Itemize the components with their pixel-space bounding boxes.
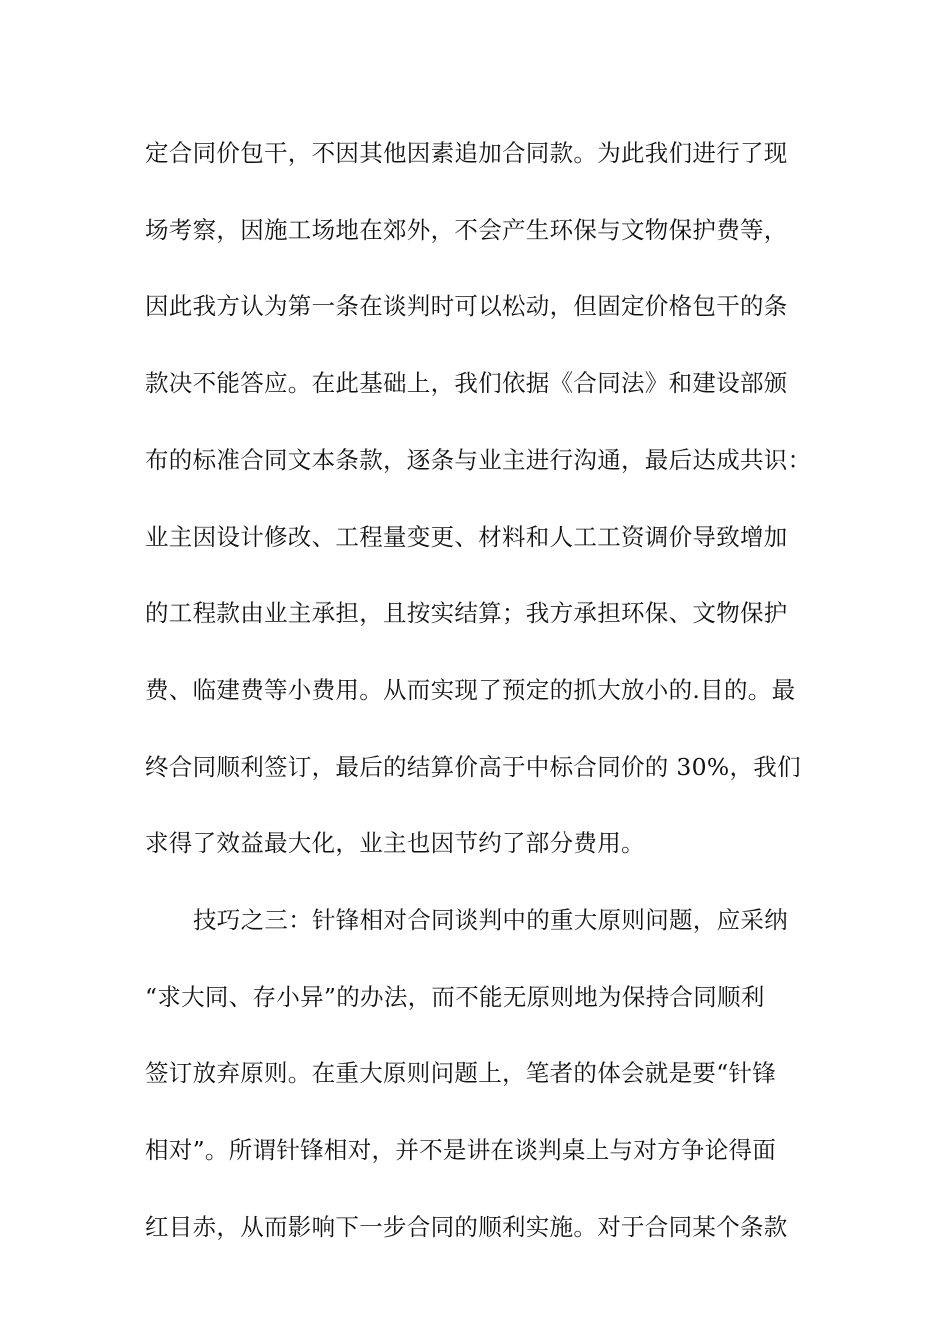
text-line: 定合同价包干，不因其他因素追加合同款。为此我们进行了现 — [145, 139, 788, 167]
text-line: 场考察，因施工场地在郊外，不会产生环保与文物保护费等， — [145, 216, 788, 244]
text-line: 终合同顺利签订，最后的结算价高于中标合同价的 30%，我们 — [145, 753, 801, 781]
text-line: 求得了效益最大化，业主也因节约了部分费用。 — [145, 829, 645, 857]
text-line: 布的标准合同文本条款，逐条与业主进行沟通，最后达成共识： — [145, 446, 812, 474]
text-line: 签订放弃原则。在重大原则问题上，笔者的体会就是要“针锋 — [145, 1059, 777, 1087]
text-line: 费、临建费等小费用。从而实现了预定的抓大放小的.目的。最 — [145, 676, 796, 704]
text-line: 款决不能答应。在此基础上，我们依据《合同法》和建设部颁 — [145, 369, 788, 397]
text-line: 的工程款由业主承担，且按实结算；我方承担环保、文物保护 — [145, 599, 788, 627]
paragraph-first-line: 技巧之三：针锋相对合同谈判中的重大原则问题，应采纳 — [193, 906, 788, 934]
text-line: “求大同、存小异”的办法，而不能无原则地为保持合同顺利 — [145, 983, 765, 1011]
text-line: 因此我方认为第一条在谈判时可以松动，但固定价格包干的条 — [145, 292, 788, 320]
text-line: 业主因设计修改、工程量变更、材料和人工工资调价导致增加 — [145, 523, 788, 551]
text-line: 相对”。所谓针锋相对，并不是讲在谈判桌上与对方争论得面 — [145, 1136, 777, 1164]
text-line: 红目赤，从而影响下一步合同的顺利实施。对于合同某个条款 — [145, 1213, 788, 1241]
